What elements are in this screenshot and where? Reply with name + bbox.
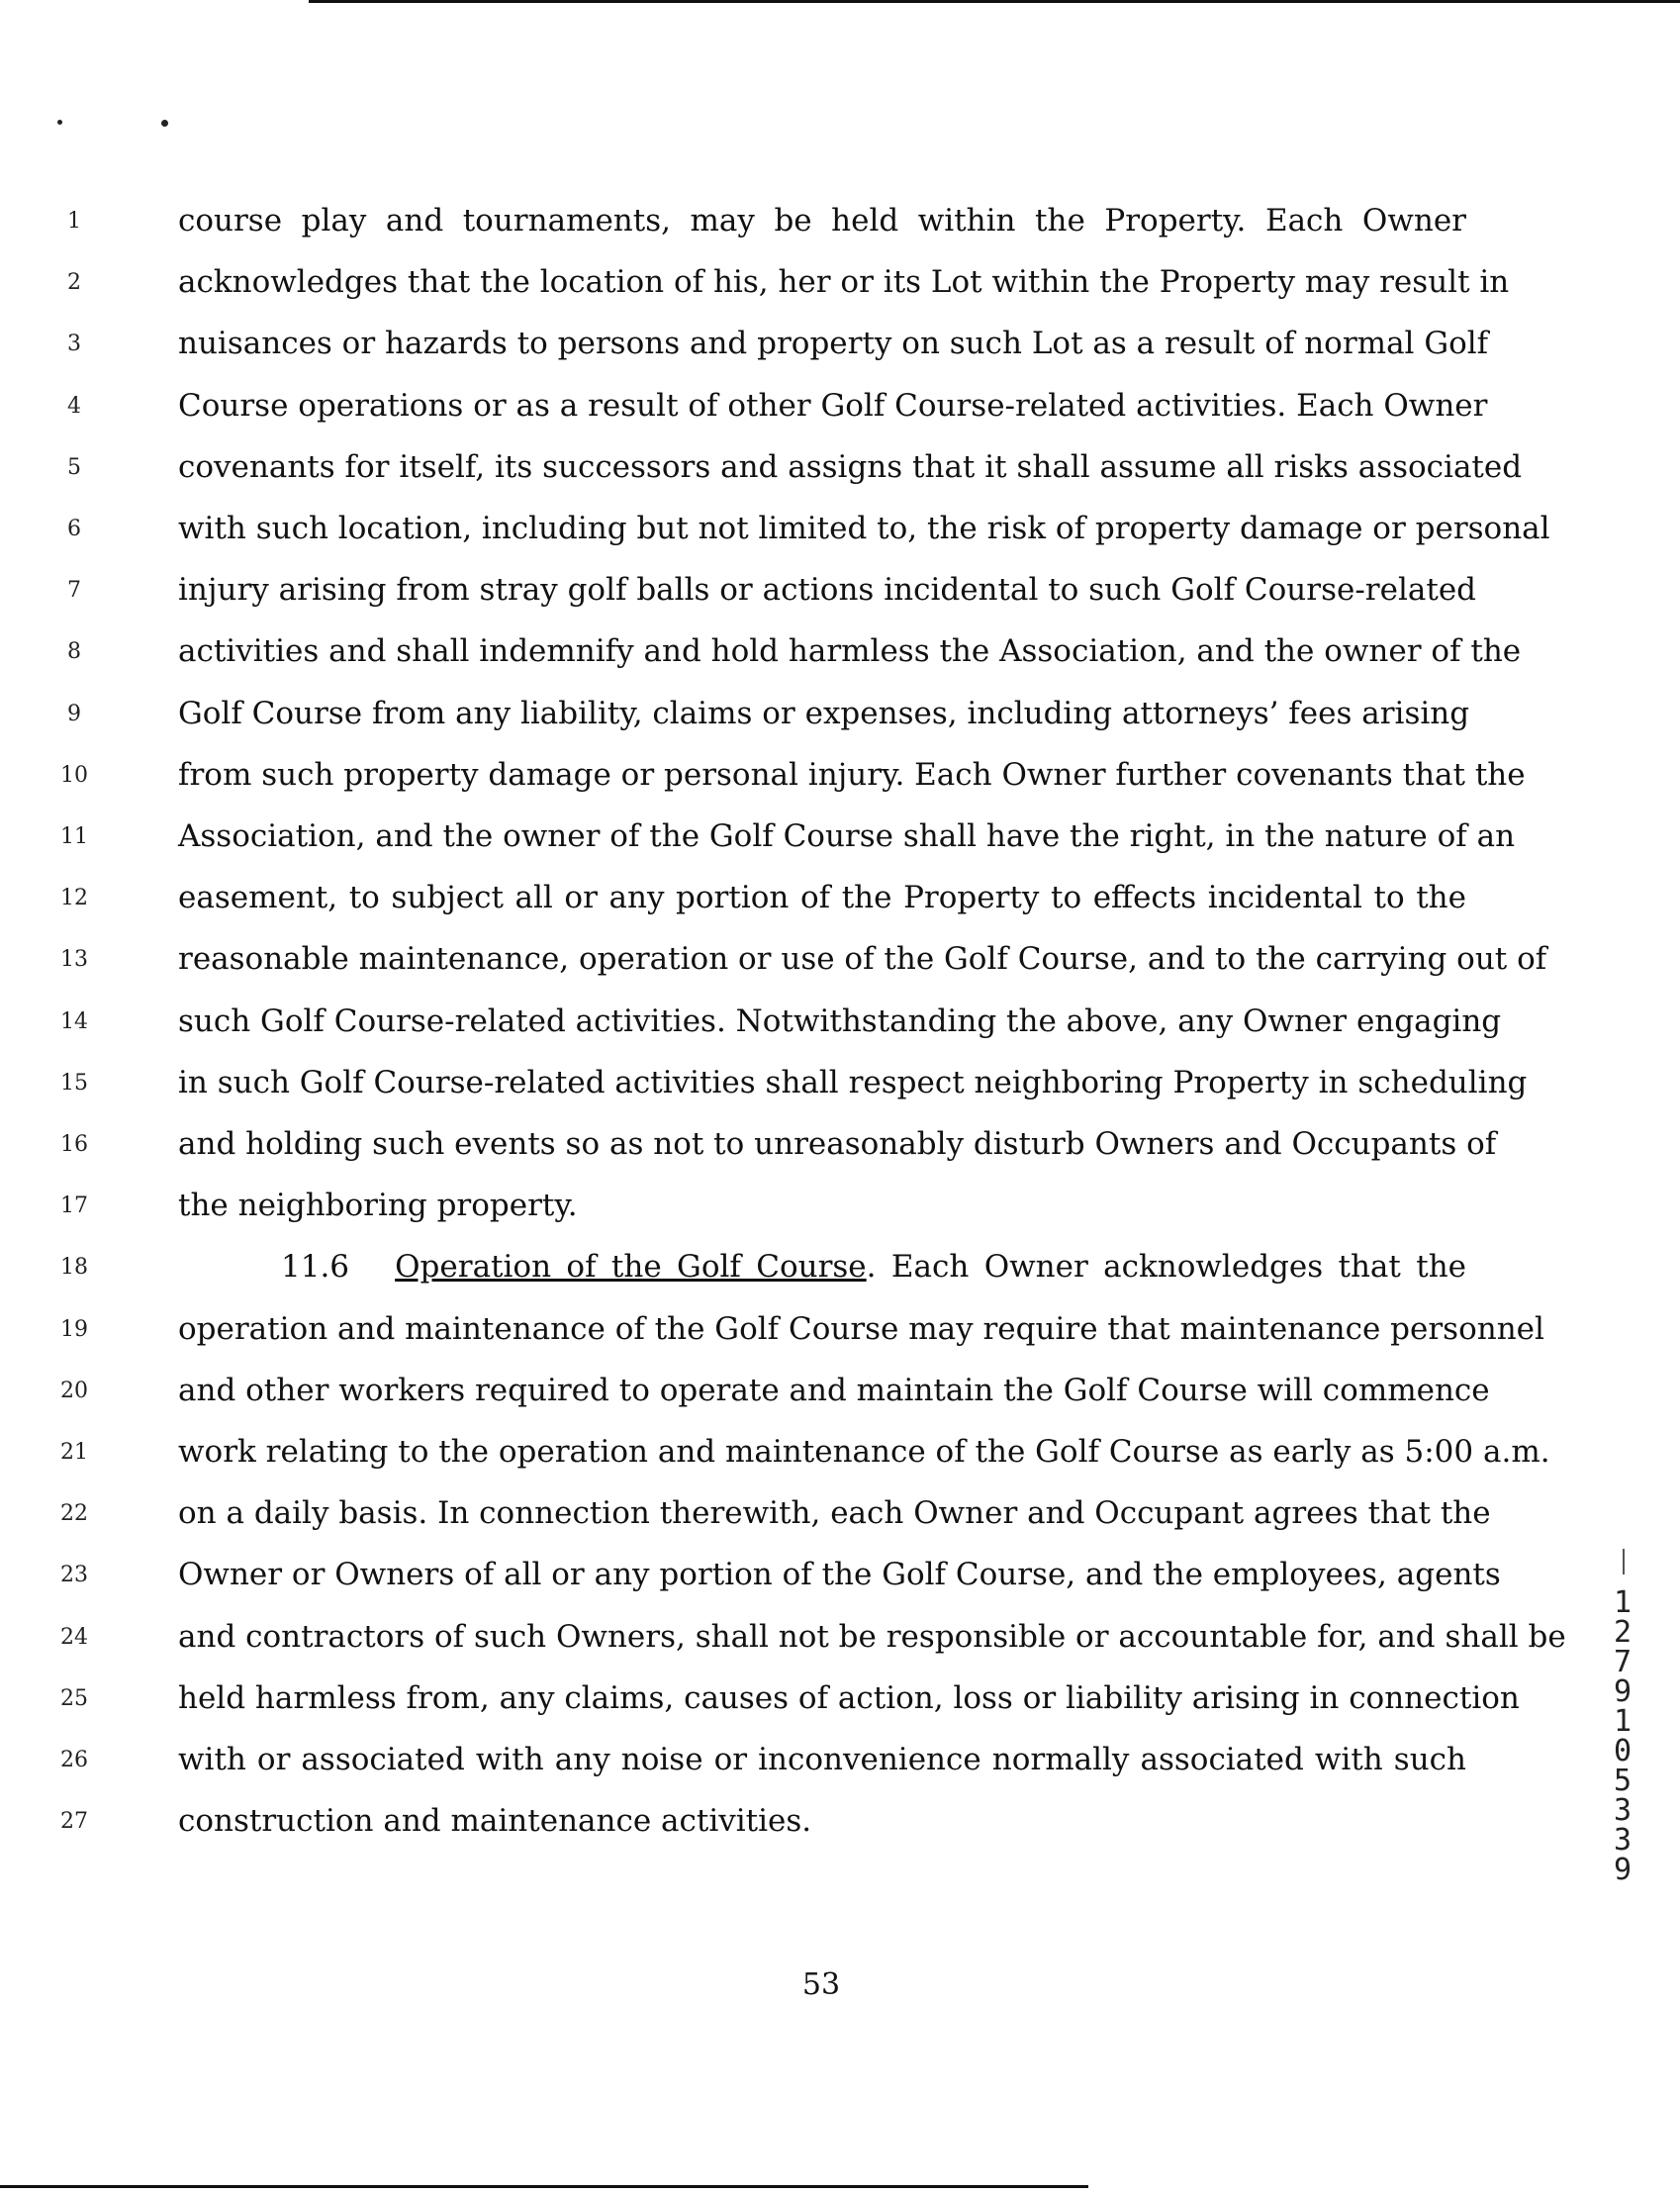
text-line: Golf Course from any liability, claims or expenses, including attorneys’ fees arising: [178, 695, 1470, 731]
line-number: 15: [60, 1070, 88, 1096]
section-number: 11.6: [281, 1249, 350, 1286]
text-line: construction and maintenance activities.: [178, 1803, 812, 1840]
scan-mark: [161, 120, 168, 127]
stamp-digit: 0: [1613, 1734, 1633, 1768]
text-line: Owner or Owners of all or any portion of the Golf Course, and the employees, agents: [178, 1557, 1501, 1593]
text-line: operation and maintenance of the Golf Course may require that maintenance personnel: [178, 1310, 1544, 1347]
text-line: acknowledges that the location of his, her or its Lot within the Property may result in: [178, 264, 1510, 301]
line-number: 21: [60, 1440, 88, 1465]
line-number: 19: [60, 1316, 88, 1342]
section-heading: Operation of the Golf Course: [395, 1249, 867, 1286]
text-line: work relating to the operation and maintenance of the Golf Course as early as 5:00 a.m.: [178, 1434, 1550, 1470]
stamp-digit: 1: [1613, 1704, 1633, 1739]
line-number: 25: [60, 1685, 88, 1711]
text-line: nuisances or hazards to persons and property on such Lot as a result of normal Golf: [178, 326, 1489, 362]
line-number: 4: [67, 393, 81, 419]
scan-mark: [57, 120, 62, 125]
text-line: such Golf Course-related activities. Notwithstanding the above, any Owner engaging: [178, 1002, 1502, 1039]
line-number: 24: [60, 1624, 88, 1650]
line-number: 17: [60, 1193, 88, 1219]
line-number: 26: [60, 1748, 88, 1772]
text-line: easement, to subject all or any portion of the Property to effects incidental to the: [178, 880, 1466, 916]
bottom-border-line: [0, 2185, 1088, 2188]
text-line: Course operations or as a result of other Golf Course-related activities. Each Owner: [178, 387, 1488, 424]
stamp-digit: 2: [1613, 1615, 1633, 1650]
stamp-digit: 3: [1613, 1823, 1633, 1858]
line-number: 6: [67, 517, 81, 541]
section-text: . Each Owner acknowledges that the: [866, 1249, 1467, 1286]
text-line: on a daily basis. In connection therewith, each Owner and Occupant agrees that the: [178, 1495, 1491, 1532]
line-number: 16: [60, 1132, 88, 1157]
line-number: 23: [60, 1563, 88, 1588]
line-number: 9: [67, 701, 81, 726]
side-stamp-number: [1598, 1585, 1647, 1887]
text-line: course play and tournaments, may be held within the Property. Each Owner: [178, 203, 1466, 239]
text-line: and holding such events so as not to unreasonably disturb Owners and Occupants of: [178, 1126, 1497, 1162]
line-number: 27: [60, 1809, 88, 1835]
stamp-digit: 1: [1613, 1585, 1633, 1620]
text-line: the neighboring property.: [178, 1188, 578, 1224]
line-number: 13: [60, 947, 88, 973]
line-number: 11: [60, 824, 88, 849]
stamp-digit: 9: [1613, 1674, 1633, 1709]
line-number: 22: [60, 1501, 88, 1527]
line-number: 20: [60, 1378, 88, 1403]
text-line: and contractors of such Owners, shall not be responsible or accountable for, and shall be: [178, 1618, 1566, 1655]
line-number: 8: [67, 639, 81, 665]
line-number: 2: [67, 270, 81, 296]
text-line: and other workers required to operate and maintain the Golf Course will commence: [178, 1372, 1490, 1408]
line-number: 5: [67, 454, 81, 480]
text-line: held harmless from, any claims, causes of action, loss or liability arising in connection: [178, 1679, 1520, 1716]
line-number: 10: [60, 762, 88, 788]
text-line: from such property damage or personal injury. Each Owner further covenants that the: [178, 756, 1526, 793]
line-number: 7: [67, 578, 81, 604]
line-number: 12: [60, 886, 88, 911]
text-line: reasonable maintenance, operation or use of the Golf Course, and to the carrying out of: [178, 941, 1547, 978]
stamp-digit: 9: [1613, 1853, 1633, 1887]
text-line: Association, and the owner of the Golf Course shall have the right, in the nature of an: [178, 818, 1516, 854]
line-number: 1: [67, 209, 81, 234]
text-line: covenants for itself, its successors and assigns that it shall assume all risks associated: [178, 448, 1523, 485]
line-number: 3: [67, 332, 81, 357]
stamp-tick: [1623, 1549, 1625, 1575]
page-number: 53: [801, 1967, 841, 2002]
top-border-line: [309, 0, 1680, 3]
text-line: activities and shall indemnify and hold harmless the Association, and the owner of the: [178, 633, 1522, 670]
stamp-digit: 5: [1613, 1764, 1633, 1798]
text-line: [281, 1249, 1466, 1285]
text-line: with or associated with any noise or inconvenience normally associated with such: [178, 1742, 1466, 1777]
text-line: with such location, including but not limited to, the risk of property damage or personal: [178, 511, 1550, 546]
stamp-digit: 3: [1613, 1793, 1633, 1828]
stamp-digit: 7: [1613, 1645, 1633, 1679]
line-number: 18: [60, 1255, 88, 1281]
text-line: in such Golf Course-related activities shall respect neighboring Property in scheduling: [178, 1064, 1528, 1100]
text-line: injury arising from stray golf balls or actions incidental to such Golf Course-related: [178, 572, 1477, 609]
line-number: 14: [60, 1008, 88, 1034]
